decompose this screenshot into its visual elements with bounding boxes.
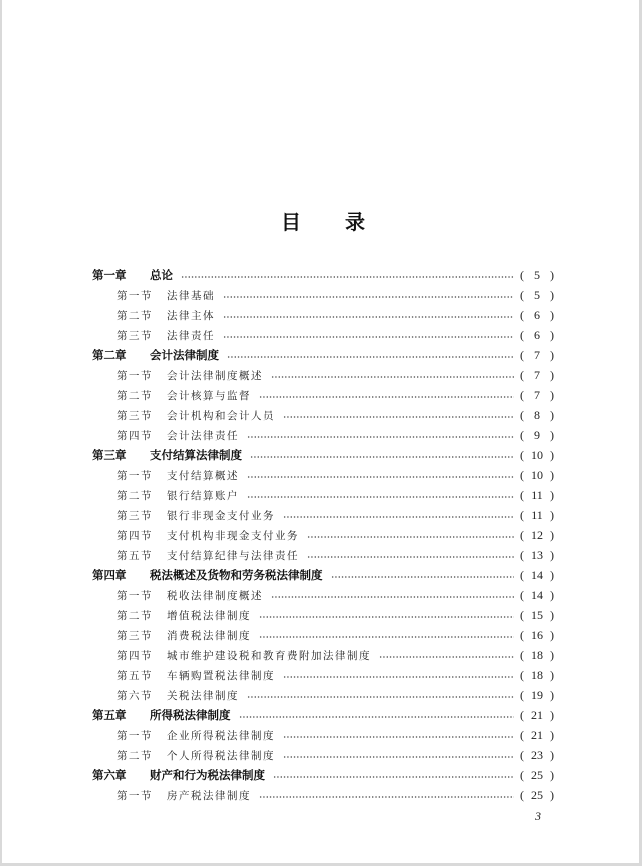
entry-number: 第一节 xyxy=(117,289,153,302)
entry-page-number: 6 xyxy=(534,307,540,322)
entry-title: 支付机构非现金支付业务 xyxy=(167,529,299,542)
entry-page-ref xyxy=(520,708,554,723)
entry-page-ref xyxy=(520,628,554,643)
entry-title: 所得税法律制度 xyxy=(150,708,231,722)
paren-open: ( xyxy=(520,367,524,382)
paren-close: ) xyxy=(550,367,554,382)
entry-page-ref xyxy=(520,288,554,303)
toc-section-entry[interactable] xyxy=(92,305,554,325)
entry-label xyxy=(117,688,239,703)
toc-section-entry[interactable] xyxy=(92,405,554,425)
entry-number: 第一节 xyxy=(117,469,153,482)
entry-label xyxy=(117,628,251,643)
entry-label xyxy=(117,588,263,603)
entry-page-ref xyxy=(520,508,554,523)
toc-section-entry[interactable] xyxy=(92,365,554,385)
toc-chapter-entry[interactable] xyxy=(92,765,554,785)
paren-close: ) xyxy=(550,287,554,302)
entry-number: 第二节 xyxy=(117,609,153,622)
toc-chapter-entry[interactable] xyxy=(92,345,554,365)
entry-number: 第五节 xyxy=(117,669,153,682)
entry-title: 法律主体 xyxy=(167,309,215,322)
paren-open: ( xyxy=(520,547,524,562)
paren-open: ( xyxy=(520,387,524,402)
entry-page-ref xyxy=(520,368,554,383)
toc-section-entry[interactable] xyxy=(92,485,554,505)
paren-open: ( xyxy=(520,607,524,622)
paren-open: ( xyxy=(520,767,524,782)
toc-title-char-1: 目 xyxy=(281,210,301,234)
entry-page-ref xyxy=(520,348,554,363)
entry-page-number: 14 xyxy=(531,567,543,582)
entry-page-number: 18 xyxy=(531,667,543,682)
paren-open: ( xyxy=(520,447,524,462)
entry-title: 法律责任 xyxy=(167,329,215,342)
entry-page-ref xyxy=(520,768,554,783)
entry-title: 会计核算与监督 xyxy=(167,389,251,402)
entry-title: 关税法律制度 xyxy=(167,689,239,702)
entry-title: 总论 xyxy=(150,268,173,282)
dot-leader xyxy=(223,296,514,298)
entry-label xyxy=(117,288,215,303)
dot-leader xyxy=(247,476,514,478)
toc-section-entry[interactable] xyxy=(92,505,554,525)
entry-page-number: 21 xyxy=(531,727,543,742)
entry-page-number: 19 xyxy=(531,687,543,702)
entry-label xyxy=(117,748,275,763)
entry-label xyxy=(117,728,275,743)
entry-page-ref xyxy=(520,648,554,663)
entry-label xyxy=(117,408,275,423)
entry-title: 消费税法律制度 xyxy=(167,629,251,642)
entry-page-number: 11 xyxy=(531,487,543,502)
paren-close: ) xyxy=(550,747,554,762)
entry-number: 第一节 xyxy=(117,589,153,602)
paren-open: ( xyxy=(520,527,524,542)
entry-title: 法律基础 xyxy=(167,289,215,302)
toc-chapter-entry[interactable] xyxy=(92,565,554,585)
entry-number: 第二节 xyxy=(117,489,153,502)
dot-leader xyxy=(273,776,514,778)
entry-title: 会计法律责任 xyxy=(167,429,239,442)
toc-section-entry[interactable] xyxy=(92,385,554,405)
dot-leader xyxy=(247,696,514,698)
paren-close: ) xyxy=(550,327,554,342)
paren-close: ) xyxy=(550,387,554,402)
entry-page-ref xyxy=(520,608,554,623)
entry-number: 第三节 xyxy=(117,629,153,642)
entry-title: 增值税法律制度 xyxy=(167,609,251,622)
paren-close: ) xyxy=(550,587,554,602)
entry-page-ref xyxy=(520,268,554,283)
entry-page-number: 21 xyxy=(531,707,543,722)
paren-open: ( xyxy=(520,347,524,362)
entry-page-number: 7 xyxy=(534,347,540,362)
entry-title: 支付结算法律制度 xyxy=(150,448,242,462)
entry-page-ref xyxy=(520,688,554,703)
dot-leader xyxy=(223,336,514,338)
paren-open: ( xyxy=(520,307,524,322)
toc-section-entry[interactable] xyxy=(92,685,554,705)
dot-leader xyxy=(247,496,514,498)
entry-label xyxy=(92,567,323,583)
paren-open: ( xyxy=(520,727,524,742)
dot-leader xyxy=(239,716,515,718)
entry-page-number: 9 xyxy=(534,427,540,442)
entry-title: 个人所得税法律制度 xyxy=(167,749,275,762)
entry-title: 车辆购置税法律制度 xyxy=(167,669,275,682)
entry-number: 第三节 xyxy=(117,409,153,422)
entry-number: 第五节 xyxy=(117,549,153,562)
entry-page-ref xyxy=(520,468,554,483)
toc-section-entry[interactable] xyxy=(92,285,554,305)
toc-section-entry[interactable] xyxy=(92,625,554,645)
entry-number: 第一节 xyxy=(117,369,153,382)
entry-page-ref xyxy=(520,748,554,763)
dot-leader xyxy=(250,456,514,458)
toc-section-entry[interactable] xyxy=(92,325,554,345)
entry-page-number: 25 xyxy=(531,767,543,782)
paren-close: ) xyxy=(550,467,554,482)
paren-close: ) xyxy=(550,727,554,742)
paren-open: ( xyxy=(520,687,524,702)
entry-number: 第二章 xyxy=(92,348,127,362)
entry-label xyxy=(92,707,231,723)
entry-page-number: 14 xyxy=(531,587,543,602)
dot-leader xyxy=(181,276,514,278)
entry-title: 税法概述及货物和劳务税法律制度 xyxy=(150,568,323,582)
entry-page-number: 15 xyxy=(531,607,543,622)
paren-open: ( xyxy=(520,567,524,582)
entry-page-number: 5 xyxy=(534,287,540,302)
paren-open: ( xyxy=(520,267,524,282)
entry-page-ref xyxy=(520,328,554,343)
entry-title: 会计法律制度概述 xyxy=(167,369,263,382)
entry-number: 第六节 xyxy=(117,689,153,702)
entry-page-ref xyxy=(520,388,554,403)
entry-title: 税收法律制度概述 xyxy=(167,589,263,602)
toc-section-entry[interactable] xyxy=(92,645,554,665)
entry-page-number: 7 xyxy=(534,367,540,382)
paren-close: ) xyxy=(550,707,554,722)
dot-leader xyxy=(283,736,514,738)
page-number: 3 xyxy=(535,809,541,823)
paren-close: ) xyxy=(550,447,554,462)
dot-leader xyxy=(379,656,514,658)
entry-title: 企业所得税法律制度 xyxy=(167,729,275,742)
entry-page-number: 25 xyxy=(531,787,543,802)
entry-page-number: 6 xyxy=(534,327,540,342)
entry-page-ref xyxy=(520,668,554,683)
dot-leader xyxy=(259,636,514,638)
paren-close: ) xyxy=(550,347,554,362)
paren-close: ) xyxy=(550,767,554,782)
entry-page-number: 11 xyxy=(531,507,543,522)
entry-page-number: 12 xyxy=(531,527,543,542)
paren-close: ) xyxy=(550,647,554,662)
toc-chapter-entry[interactable] xyxy=(92,705,554,725)
dot-leader xyxy=(283,756,514,758)
entry-number: 第二节 xyxy=(117,749,153,762)
entry-label xyxy=(117,548,299,563)
dot-leader xyxy=(259,796,514,798)
paren-open: ( xyxy=(520,667,524,682)
entry-label xyxy=(117,668,275,683)
paren-open: ( xyxy=(520,327,524,342)
entry-label xyxy=(92,267,173,283)
entry-page-ref xyxy=(520,408,554,423)
dot-leader xyxy=(223,316,514,318)
paren-close: ) xyxy=(550,507,554,522)
entry-label xyxy=(92,767,265,783)
paren-close: ) xyxy=(550,267,554,282)
entry-page-number: 23 xyxy=(531,747,543,762)
entry-title: 银行非现金支付业务 xyxy=(167,509,275,522)
table-of-contents xyxy=(92,265,554,805)
entry-label xyxy=(117,788,251,803)
dot-leader xyxy=(283,676,514,678)
entry-number: 第一节 xyxy=(117,729,153,742)
paren-close: ) xyxy=(550,567,554,582)
entry-label xyxy=(117,308,215,323)
entry-page-ref xyxy=(520,488,554,503)
paren-open: ( xyxy=(520,467,524,482)
entry-title: 会计法律制度 xyxy=(150,348,219,362)
toc-title-char-2: 录 xyxy=(345,210,365,234)
entry-page-number: 5 xyxy=(534,267,540,282)
entry-page-ref xyxy=(520,568,554,583)
entry-label xyxy=(117,388,251,403)
entry-page-ref xyxy=(520,308,554,323)
entry-number: 第一节 xyxy=(117,789,153,802)
paren-open: ( xyxy=(520,507,524,522)
entry-number: 第六章 xyxy=(92,768,127,782)
dot-leader xyxy=(331,576,515,578)
entry-page-ref xyxy=(520,428,554,443)
dot-leader xyxy=(247,436,514,438)
entry-label xyxy=(117,508,275,523)
toc-section-entry[interactable] xyxy=(92,585,554,605)
toc-section-entry[interactable] xyxy=(92,745,554,765)
dot-leader xyxy=(227,356,514,358)
entry-number: 第二节 xyxy=(117,389,153,402)
dot-leader xyxy=(271,596,514,598)
dot-leader xyxy=(283,516,514,518)
entry-number: 第四节 xyxy=(117,649,153,662)
toc-section-entry[interactable] xyxy=(92,785,554,805)
dot-leader xyxy=(307,556,514,558)
paren-open: ( xyxy=(520,587,524,602)
entry-page-number: 8 xyxy=(534,407,540,422)
entry-number: 第一章 xyxy=(92,268,127,282)
paren-close: ) xyxy=(550,667,554,682)
paren-close: ) xyxy=(550,787,554,802)
entry-label xyxy=(117,488,239,503)
entry-title: 银行结算账户 xyxy=(167,489,239,502)
paren-open: ( xyxy=(520,427,524,442)
paren-close: ) xyxy=(550,627,554,642)
entry-page-number: 13 xyxy=(531,547,543,562)
entry-label xyxy=(117,648,371,663)
entry-label xyxy=(117,428,239,443)
toc-section-entry[interactable] xyxy=(92,665,554,685)
paren-open: ( xyxy=(520,627,524,642)
paren-close: ) xyxy=(550,607,554,622)
entry-page-number: 10 xyxy=(531,447,543,462)
entry-title: 支付结算概述 xyxy=(167,469,239,482)
entry-page-number: 7 xyxy=(534,387,540,402)
entry-title: 房产税法律制度 xyxy=(167,789,251,802)
toc-chapter-entry[interactable] xyxy=(92,265,554,285)
entry-number: 第三节 xyxy=(117,509,153,522)
paren-close: ) xyxy=(550,407,554,422)
entry-label xyxy=(117,468,239,483)
paren-open: ( xyxy=(520,487,524,502)
entry-label xyxy=(117,328,215,343)
dot-leader xyxy=(307,536,514,538)
entry-number: 第三章 xyxy=(92,448,127,462)
entry-page-number: 16 xyxy=(531,627,543,642)
entry-number: 第四节 xyxy=(117,529,153,542)
paren-open: ( xyxy=(520,747,524,762)
toc-section-entry[interactable] xyxy=(92,605,554,625)
paren-open: ( xyxy=(520,287,524,302)
entry-title: 会计机构和会计人员 xyxy=(167,409,275,422)
entry-label xyxy=(117,528,299,543)
entry-page-ref xyxy=(520,528,554,543)
entry-number: 第四章 xyxy=(92,568,127,582)
entry-label xyxy=(92,447,242,463)
entry-number: 第四节 xyxy=(117,429,153,442)
toc-section-entry[interactable] xyxy=(92,425,554,445)
toc-section-entry[interactable] xyxy=(92,725,554,745)
entry-page-number: 18 xyxy=(531,647,543,662)
entry-number: 第二节 xyxy=(117,309,153,322)
paren-close: ) xyxy=(550,547,554,562)
entry-label xyxy=(117,608,251,623)
dot-leader xyxy=(271,376,514,378)
paren-close: ) xyxy=(550,527,554,542)
entry-page-ref xyxy=(520,728,554,743)
toc-chapter-entry[interactable] xyxy=(92,445,554,465)
dot-leader xyxy=(259,396,514,398)
toc-section-entry[interactable] xyxy=(92,545,554,565)
paren-close: ) xyxy=(550,307,554,322)
dot-leader xyxy=(259,616,514,618)
entry-title: 城市维护建设税和教育费附加法律制度 xyxy=(167,649,371,662)
entry-page-ref xyxy=(520,588,554,603)
entry-page-ref xyxy=(520,548,554,563)
entry-page-ref xyxy=(520,788,554,803)
toc-section-entry[interactable] xyxy=(92,525,554,545)
paren-open: ( xyxy=(520,647,524,662)
entry-page-ref xyxy=(520,448,554,463)
paren-open: ( xyxy=(520,407,524,422)
toc-title xyxy=(2,206,642,235)
paren-close: ) xyxy=(550,487,554,502)
toc-section-entry[interactable] xyxy=(92,465,554,485)
paren-close: ) xyxy=(550,687,554,702)
entry-number: 第五章 xyxy=(92,708,127,722)
paren-open: ( xyxy=(520,787,524,802)
entry-label xyxy=(117,368,263,383)
dot-leader xyxy=(283,416,514,418)
entry-title: 财产和行为税法律制度 xyxy=(150,768,265,782)
entry-label xyxy=(92,347,219,363)
paren-close: ) xyxy=(550,427,554,442)
entry-page-number: 10 xyxy=(531,467,543,482)
entry-number: 第三节 xyxy=(117,329,153,342)
paren-open: ( xyxy=(520,707,524,722)
entry-title: 支付结算纪律与法律责任 xyxy=(167,549,299,562)
